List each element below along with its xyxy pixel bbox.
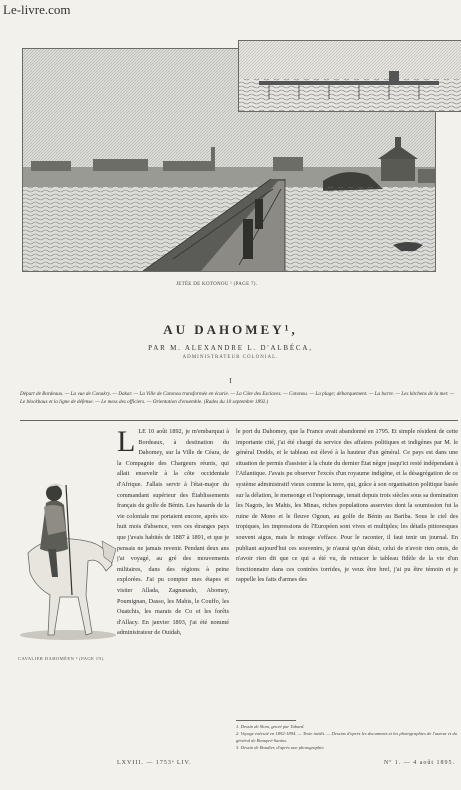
section-number: I — [229, 377, 232, 385]
footnote-2: 2. Voyage exécuté en 1892-1894. — Texte inédit. — Dessins d'après les documents et les photographies de l'auteur et du général de Beaupré-Santos. — [236, 731, 457, 743]
article-title: AU DAHOMEY¹, — [163, 322, 298, 337]
chapter-summary: Départ de Bordeaux. — La vue de Conakry. — Dakar. — La Ville de Cotonou transformée en écurie. — La Côte des Esclaves. — Cotonou. — La plage; débarquement. — La barre. — Les kitchens de la mer. — Le blockhaus et la ligne de défense. — Le mess des officiers. — Orientation d'ensemble. (Rades du 10 septembre 1892.) — [20, 391, 455, 405]
divider — [20, 420, 458, 421]
footnote-1: 1. Dessin de Slom, gravé par Tabard. — [236, 724, 305, 729]
folio-left: LXVIII. — 1753ᵉ LIV. — [117, 760, 192, 766]
article-byline-sub: ADMINISTRATEUR COLONIAL. — [182, 355, 279, 360]
inset-engraving — [238, 40, 461, 112]
drop-cap: L — [117, 427, 136, 458]
site-label: Le-livre.com — [3, 2, 71, 17]
dahomean-rider-image — [8, 445, 126, 645]
footnote-3: 3. Dessin de Boudier, d'après une photographie. — [236, 745, 325, 750]
illustration-caption: JETÉE DE KOTONOU ¹ (PAGE 7). — [176, 282, 258, 287]
column-right-text: le port du Dahomey, que la France avait abandonné en 1795. Et simple résident de cette importante cité, j'ai été chargé du service des affaires politiques et indigènes par M. le général Dodds, et le tableau est élevé à la hauteur d'un général. Ce pays est dans une situation de permis d'assister à la chute du dernier État nègre jusqu'ici resté indépendant à l'Atlantique. J'avais pu observer l'excès d'un royaume indigène, et la désagrégation de ce système administratif vieux comme la terre, qui, grâce à son organisation politique basée sur la délation, le mensonge et l'espionnage, tenait depuis trois siècles sous sa domination les Nagots, les Mahis, les Minas, riches populations asservies dont la soumission fut la ruine de Mono et le fleuve Ogoun, au golfe de Bénin au Bariba. Sous le ciel des tropiques, les impressions de l'Européen sont vives et multiples; les détails pittoresques souvent aigus, mais le mirage s'efface. Pour le raconter, il faut tenir un journal. En publiant aujourd'hui ces souvenirs, je n'aurai qu'un désir, celui de n'avoir rien omis, de n'avoir rien dit que ce qui a été vu, de retracer le tableau fidèle de la vie d'un fonctionnaire dans ces contrées torrides, je veux être bref, j'ai pu être témoin et je rappelle les faits d'armes des — [236, 428, 458, 584]
article-byline: PAR M. ALEXANDRE L. D'ALBÉCA, — [148, 344, 313, 352]
rider-caption: CAVALIER DAHOMÉEN ² (PAGE 19). — [18, 656, 105, 661]
folio-right: Nº 1. — 4 août 1895. — [384, 760, 456, 766]
inset-scene-image — [239, 41, 461, 111]
footnotes — [236, 723, 458, 751]
footnote-rule — [236, 720, 296, 721]
column-left-text: LLE 10 août 1892, je m'embarquai à Bordeaux, à destination du Dahomey, sur la Ville de Céara, de la Compagnie des Chargeurs réunis, qui allait ensevelir à la côte occidentale d'Afrique. J'allais servir à l'état-major du commandant supérieur des Établissements français du golfe de Bénin. Les hasards de la vie coloniale me portaient encore, après six-huit mois d'absence, vers ces étranges pays que j'avais habités de 1887 à 1891, et que je pensais ne jamais revenir. Pendant deux ans j'ai voyagé, au gré des mouvements militaires, dans des régions à peine explorées. J'ai pu compter mes étapes et visiter Allada, Zagnanado, Abomey, Poumignan, Dasso, les Mahis, le Couffo, les Ouatchis, les marais de Co et les forêts d'Allacy. En janvier 1893, j'ai été nommé administrateur de Ouidah, — [117, 427, 229, 637]
